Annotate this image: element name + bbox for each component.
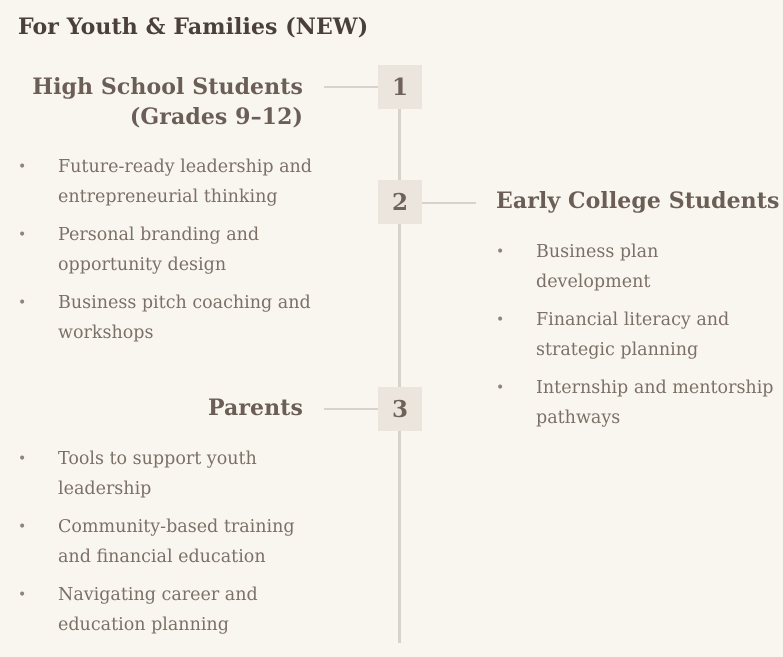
list-item: • Business pitch coaching and workshops <box>18 288 318 348</box>
parents-list <box>18 444 318 648</box>
list-item: • Business plan development <box>496 237 776 297</box>
group-title-line: High School Students <box>32 74 303 100</box>
connector-3 <box>324 408 378 410</box>
group-title-line: Early College Students <box>496 188 780 214</box>
group-title-line: Parents <box>207 395 303 421</box>
connector-1 <box>324 86 378 88</box>
group-title-early-college <box>496 186 780 216</box>
group-title-line: (Grades 9–12) <box>129 104 303 130</box>
connector-2 <box>422 202 476 204</box>
list-item: • Tools to support youth leadership <box>18 444 318 504</box>
list-item: • Personal branding and opportunity design <box>18 220 318 280</box>
timeline-line <box>398 85 401 643</box>
list-item: • Community-based training and financial education <box>18 512 318 572</box>
step-marker-3: 3 <box>378 387 422 431</box>
list-item: • Future-ready leadership and entrepreneurial thinking <box>18 152 318 212</box>
early-college-list <box>496 237 776 441</box>
list-item: • Financial literacy and strategic planning <box>496 305 776 365</box>
step-marker-2: 2 <box>378 180 422 224</box>
group-title-high-school <box>32 72 303 132</box>
list-item: • Navigating career and education planning <box>18 580 318 640</box>
high-school-list <box>18 152 318 356</box>
group-title-parents <box>208 393 303 423</box>
list-item: • Internship and mentorship pathways <box>496 373 776 433</box>
step-marker-1: 1 <box>378 65 422 109</box>
section-title: For Youth & Families (NEW) <box>18 14 369 40</box>
